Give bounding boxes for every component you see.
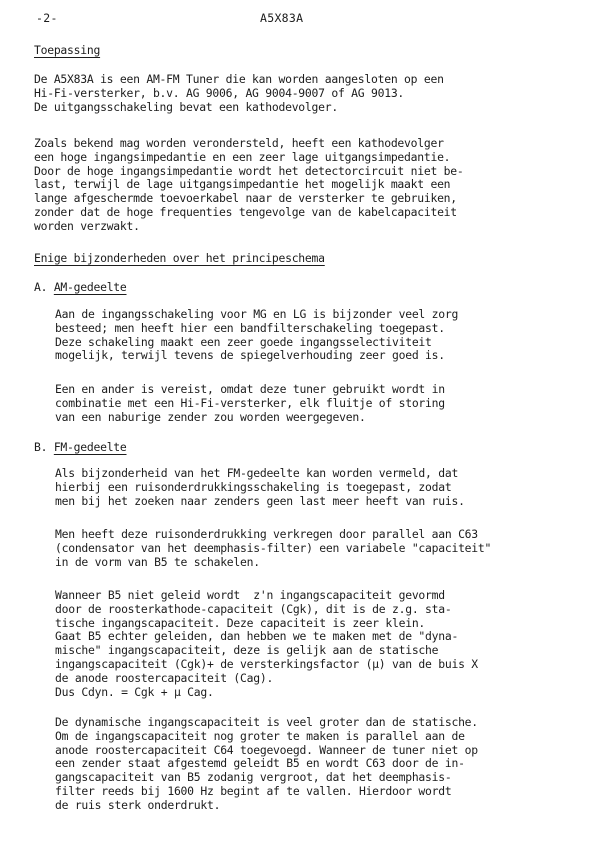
paragraph-am-vereist: Een en ander is vereist, omdat deze tuner gebruikt wordt in combinatie met een Hi-Fi-versterker, elk fluitje of storing van een naburige zender zou worden weergegeven. xyxy=(55,382,445,424)
page-number: -2- xyxy=(36,11,58,25)
section-b-heading xyxy=(34,440,127,454)
section-a-title: AM-gedeelte xyxy=(53,280,127,294)
paragraph-kathodevolger: Zoals bekend mag worden verondersteld, heeft een kathodevolger een hoge ingangsimpedantie en een zeer lage uitgangsimpedantie. Door de hoge ingangsimpedantie wordt het detectorcircuit niet be- last, terwijl de lage uitgangsimpedantie het mogelijk maakt een lange afgeschermde toevoerkabel naar de versterker te gebruiken, zonder dat de hoge frequenties tengevolge van de kabelcapaciteit worden verzwakt. xyxy=(34,136,464,233)
section-b-title: FM-gedeelte xyxy=(53,440,127,454)
section-b-letter: B. xyxy=(34,440,48,454)
paragraph-am-ingang: Aan de ingangsschakeling voor MG en LG is bijzonder veel zorg besteed; men heeft hier een bandfilterschakeling toegepast. Deze schakeling maakt een zeer goede ingangsselectiviteit mogelijk, terwijl tevens de spiegelverhouding zeer goed is. xyxy=(55,307,459,363)
paragraph-fm-c63: Men heeft deze ruisonderdrukking verkregen door parallel aan C63 (condensator van het deemphasis-filter) een variabele "capaciteit" in de vorm van B5 te schakelen. xyxy=(55,527,492,569)
document-code: A5X83A xyxy=(260,11,304,25)
section-a-letter: A. xyxy=(34,280,48,294)
paragraph-fm-capaciteit: Wanneer B5 niet geleid wordt z'n ingangscapaciteit gevormd door de roosterkathode-capaciteit (Cgk), dit is de z.g. sta- tische ingangscapaciteit. Deze capaciteit is zeer klein. Gaat B5 echter geleiden, dan hebben we te maken met de "dyna- mische" ingangscapaciteit, deze is gelijk aan de statische ingangscapaciteit (Cgk)+ de versterkingsfactor (μ) van de buis X de anode roostercapaciteit (Cag). Dus Cdyn. = Cgk + μ Cag. xyxy=(55,588,478,699)
paragraph-fm-dynamisch: De dynamische ingangscapaciteit is veel groter dan de statische. Om de ingangscapaciteit nog groter te maken is parallel aan de anode roostercapaciteit C64 toegevoegd. Wanneer de tuner niet op een zender staat afgestemd geleidt B5 en wordt C63 door de in- gangscapaciteit van B5 zodanig vergroot, dat het deemphasis- filter reeds bij 1600 Hz begint af te vallen. Hierdoor wordt de ruis sterk onderdrukt. xyxy=(55,715,478,812)
heading-toepassing: Toepassing xyxy=(34,43,101,57)
paragraph-fm-ruis: Als bijzonderheid van het FM-gedeelte kan worden vermeld, dat hierbij een ruisonderdrukkingsschakeling is toegepast, zodat men bij het zoeken naar zenders geen last meer heeft van ruis. xyxy=(55,466,465,508)
section-a-heading xyxy=(34,280,127,294)
heading-bijzonderheden: Enige bijzonderheden over het principeschema xyxy=(34,251,325,265)
paragraph-intro: De A5X83A is een AM-FM Tuner die kan worden aangesloten op een Hi-Fi-versterker, b.v. AG 9006, AG 9004-9007 of AG 9013. De uitgangsschakeling bevat een kathodevolger. xyxy=(34,72,444,114)
